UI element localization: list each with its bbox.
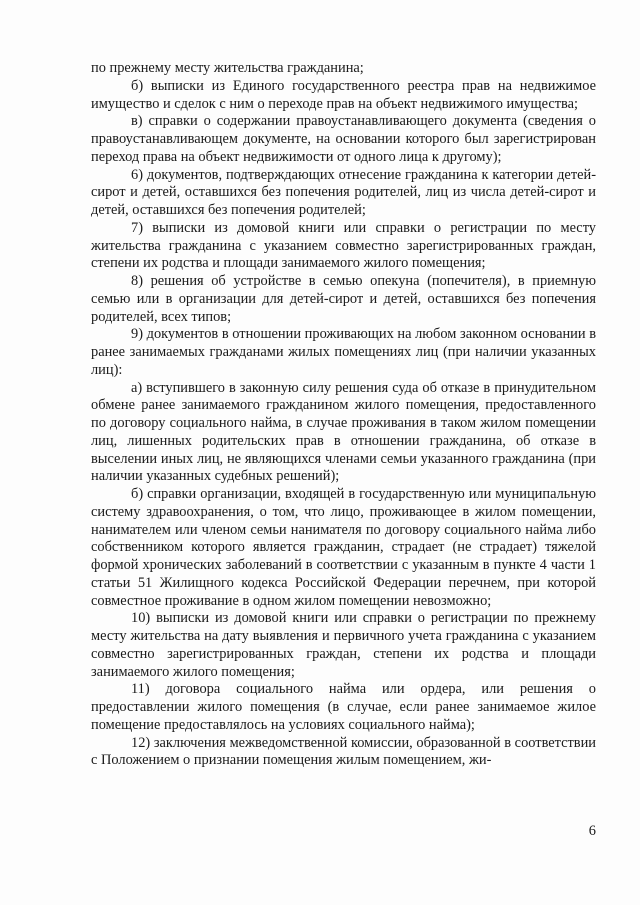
paragraph-6: 6) документов, подтверждающих отнесение гражданина к категории детей-сирот и детей, оставшихся без попечения родителей, лиц из числа детей-сирот и детей, оставшихся без попечения родителей; xyxy=(91,166,596,218)
paragraph-12: 12) заключения межведомственной комиссии, образованной в соответствии с Положением о признании помещения жилым помещением, жи- xyxy=(91,734,596,769)
paragraph-11: 11) договора социального найма или ордера, или решения о предоставлении жилого помещения (в случае, если ранее занимаемое жилое помещение предоставлялось на условиях социального найма); xyxy=(91,681,596,733)
paragraph-5b: б) выписки из Единого государственного реестра прав на недвижимое имущество и сделок с ним о переходе прав на объект недвижимого имущества; xyxy=(91,77,596,112)
paragraph-8: 8) решения об устройстве в семью опекуна (попечителя), в приемную семью или в организации для детей-сирот и детей, оставшихся без попечения родителей, всех типов; xyxy=(91,273,596,325)
paragraph-10: 10) выписки из домовой книги или справки о регистрации по прежнему месту жительства на дату выявления и первичного учета гражданина с указанием совместно зарегистрированных граждан, степени их родства и площади занимаемого жилого помещения; xyxy=(91,610,596,680)
paragraph-9: 9) документов в отношении проживающих на любом законном основании в ранее занимаемых гражданами жилых помещениях лиц (при наличии указанных лиц): xyxy=(91,326,596,378)
paragraph-continuation: по прежнему месту жительства гражданина; xyxy=(91,60,364,76)
paragraph-9b: б) справки организации, входящей в государственную или муниципальную систему здравоохранения, о том, что лицо, проживающее в жилом помещении, нанимателем или членом семьи нанимателя по договору социального найма либо собственником которого является гражданин, страдает (не страдает) тяжелой формой хронических заболеваний в соответствии с указанным в пункте 4 части 1 статьи 51 Жилищного кодекса Российской Федерации перечнем, при которой совместное проживание в одном жилом помещении невозможно; xyxy=(91,486,596,609)
document-body xyxy=(91,60,596,770)
page-number: 6 xyxy=(588,823,596,839)
paragraph-7: 7) выписки из домовой книги или справки о регистрации по месту жительства гражданина с указанием совместно зарегистрированных граждан, степени их родства и площади занимаемого жилого помещения; xyxy=(91,219,596,272)
paragraph-5v: в) справки о содержании правоустанавливающего документа (сведения о правоустанавливающем документе, на основании которого был зарегистрирован переход права на объект недвижимости от одного лица к другому); xyxy=(91,113,596,165)
paragraph-9a: а) вступившего в законную силу решения суда об отказе в принудительном обмене ранее занимаемого гражданином жилого помещения, предоставленного по договору социального найма, в случае проживания в таком жилом помещении лиц, лишенных родительских прав в отношении гражданина, об отказе в выселении иных лиц, не являющихся членами семьи указанного гражданина (при наличии указанных судебных решений); xyxy=(91,379,596,485)
